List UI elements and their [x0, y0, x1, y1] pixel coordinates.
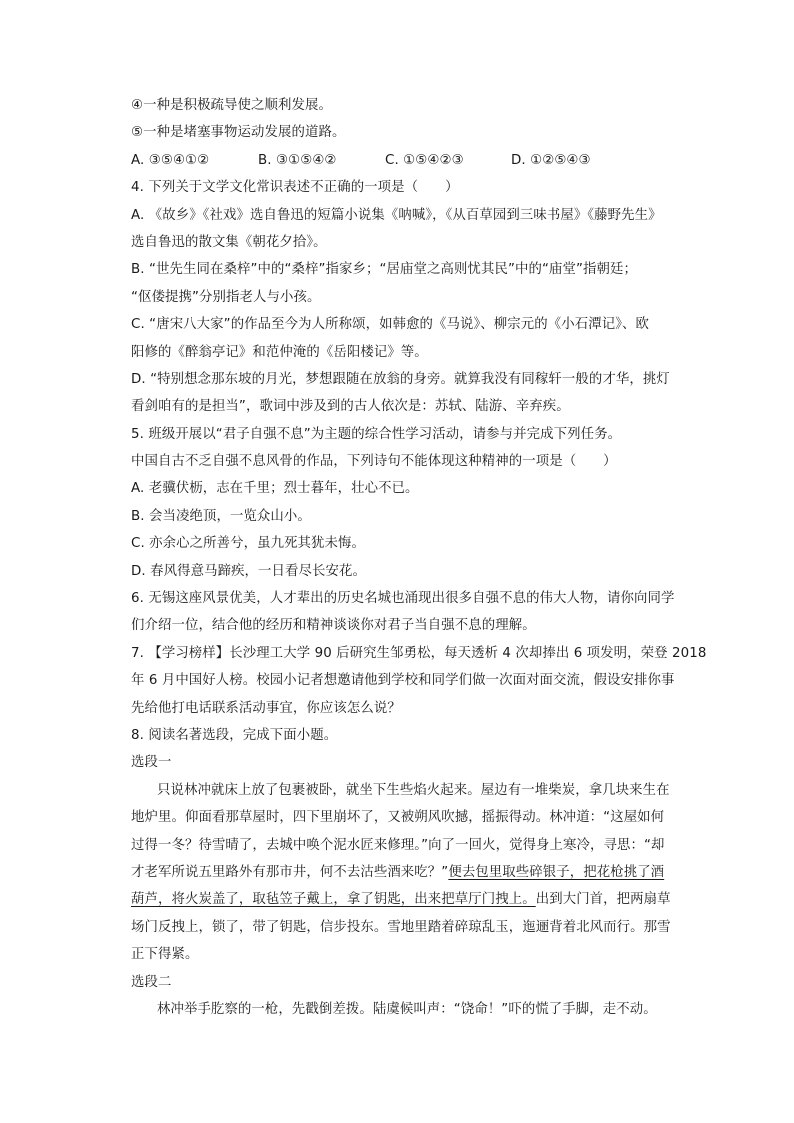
q8-passage1-line4	[131, 859, 687, 886]
q3-item-5: ⑤一种是堵塞事物运动发展的道路。	[131, 125, 346, 141]
q8-underlined-sentence-part2: 葫芦，将火炭盖了，取毡笠子戴上，拿了钥匙，出来把草厅门拽上。	[131, 892, 536, 908]
q5-stem: 5. 班级开展以“君子自强不息”为主题的综合性学习活动，请参与并完成下列任务。	[131, 426, 622, 442]
q6-line2: 们介绍一位，结合他的经历和精神谈谈你对君子当自强不息的理解。	[131, 618, 536, 634]
q8-passage1-line4-plain: 才老军所说五里路外有那市井，何不去沽些酒来吃？”	[131, 864, 449, 880]
q8-stem: 8. 阅读名著选段，完成下面小题。	[131, 727, 338, 743]
q8-passage1-line5-plain: 出到大门首，把两扇草	[535, 892, 671, 908]
q6-line1: 6. 无锡这座风景优美，人才辈出的历史名城也涌现出很多自强不息的伟大人物，请你向同学	[131, 591, 675, 607]
q5-option-d[interactable]: D. 春风得意马蹄疾，一日看尽长安花。	[131, 563, 366, 579]
q8-passage1-line6: 场门反拽上，锁了，带了钥匙，信步投东。雪地里踏着碎琼乱玉，迤逦背着北风而行。那雪	[131, 919, 671, 935]
q8-underlined-sentence-part1: 便去包里取些碎银子，把花枪挑了酒	[448, 864, 665, 880]
q4-option-c-line2: 阳修的《醉翁亭记》和范仲淹的《岳阳楼记》等。	[131, 344, 428, 360]
q8-passage1-line7: 正下得紧。	[131, 947, 199, 963]
q3-option-d[interactable]: D. ①②⑤④③	[511, 152, 591, 168]
q3-options	[131, 147, 687, 174]
document-content	[131, 92, 707, 1023]
q3-option-a[interactable]: A. ③⑤④①②	[131, 152, 210, 168]
q5-sub-question: 中国自古不乏自强不息风骨的作品，下列诗句不能体现这种精神的一项是（ ）	[131, 454, 617, 470]
q8-section2-title: 选段二	[131, 974, 172, 990]
q8-passage1-line2: 地炉里。仰面看那草屋时，四下里崩坏了，又被朔风吹撼，摇振得动。林冲道：“这屋如何	[131, 810, 665, 826]
q5-option-a[interactable]: A. 老骥伏枥，志在千里；烈士暮年，壮心不已。	[131, 481, 419, 497]
q8-passage2-line1: 林冲举手肐察的一枪，先戳倒差拨。陆虞候叫声：“饶命！”吓的慌了手脚，走不动。	[157, 1001, 657, 1017]
q8-section1-title: 选段一	[131, 755, 172, 771]
q7-line1: 7. 【学习榜样】长沙理工大学 90 后研究生邹勇松，每天透析 4 次却捧出 6 项发明，荣登 2018	[131, 645, 707, 661]
q8-passage1-line5	[131, 886, 687, 913]
q3-item-4: ④一种是积极疏导使之顺利发展。	[131, 98, 332, 113]
q5-option-c[interactable]: C. 亦余心之所善兮，虽九死其犹未悔。	[131, 536, 366, 552]
q4-option-c-line1[interactable]: C. “唐宋八大家”的作品至今为人所称颂，如韩愈的《马说》、柳宗元的《小石潭记》、欧	[131, 317, 649, 333]
q5-option-b[interactable]: B. 会当凌绝顶，一览众山小。	[131, 508, 311, 524]
q4-option-a-line2: 选自鲁迅的散文集《朝花夕拾》。	[131, 234, 327, 250]
q8-passage1-line1: 只说林冲就床上放了包裹被卧，就坐下生些焰火起来。屋边有一堆柴炭，拿几块来生在	[157, 782, 670, 798]
q3-option-c[interactable]: C. ①⑤④②③	[385, 152, 464, 168]
q3-option-b[interactable]: B. ③①⑤④②	[258, 152, 337, 168]
q7-line3: 先给他打电话联系活动事宜，你应该怎么说？	[131, 700, 401, 716]
q4-option-b-line2: “伛偻提携”分别指老人与小孩。	[131, 289, 321, 305]
q4-option-d-line2: 看剑咱有的是担当”，歌词中涉及到的古人依次是：苏轼、陆游、辛弃疾。	[131, 399, 570, 415]
q4-option-d-line1[interactable]: D. “特别想念那东坡的月光，梦想跟随在放翁的身旁。就算我没有同稼轩一般的才华，挑灯	[131, 371, 670, 387]
q8-passage1-line3: 过得一冬？待雪晴了，去城中唤个泥水匠来修理。”向了一回火，觉得身上寒冷，寻思：“却	[131, 837, 665, 853]
q4-option-b-line1[interactable]: B. “世先生同在桑梓”中的“桑梓”指家乡；“居庙堂之高则忧其民”中的“庙堂”指朝廷；	[131, 262, 637, 278]
q7-line2: 年 6 月中国好人榜。校园小记者想邀请他到学校和同学们做一次面对面交流，假设安排你事	[131, 673, 675, 689]
q4-option-a-line1[interactable]: A. 《故乡》《社戏》选自鲁迅的短篇小说集《呐喊》，《从百草园到三味书屋》《藤野先生》	[131, 207, 662, 223]
q4-stem: 4. 下列关于文学文化常识表述不正确的一项是（ ）	[131, 180, 459, 196]
